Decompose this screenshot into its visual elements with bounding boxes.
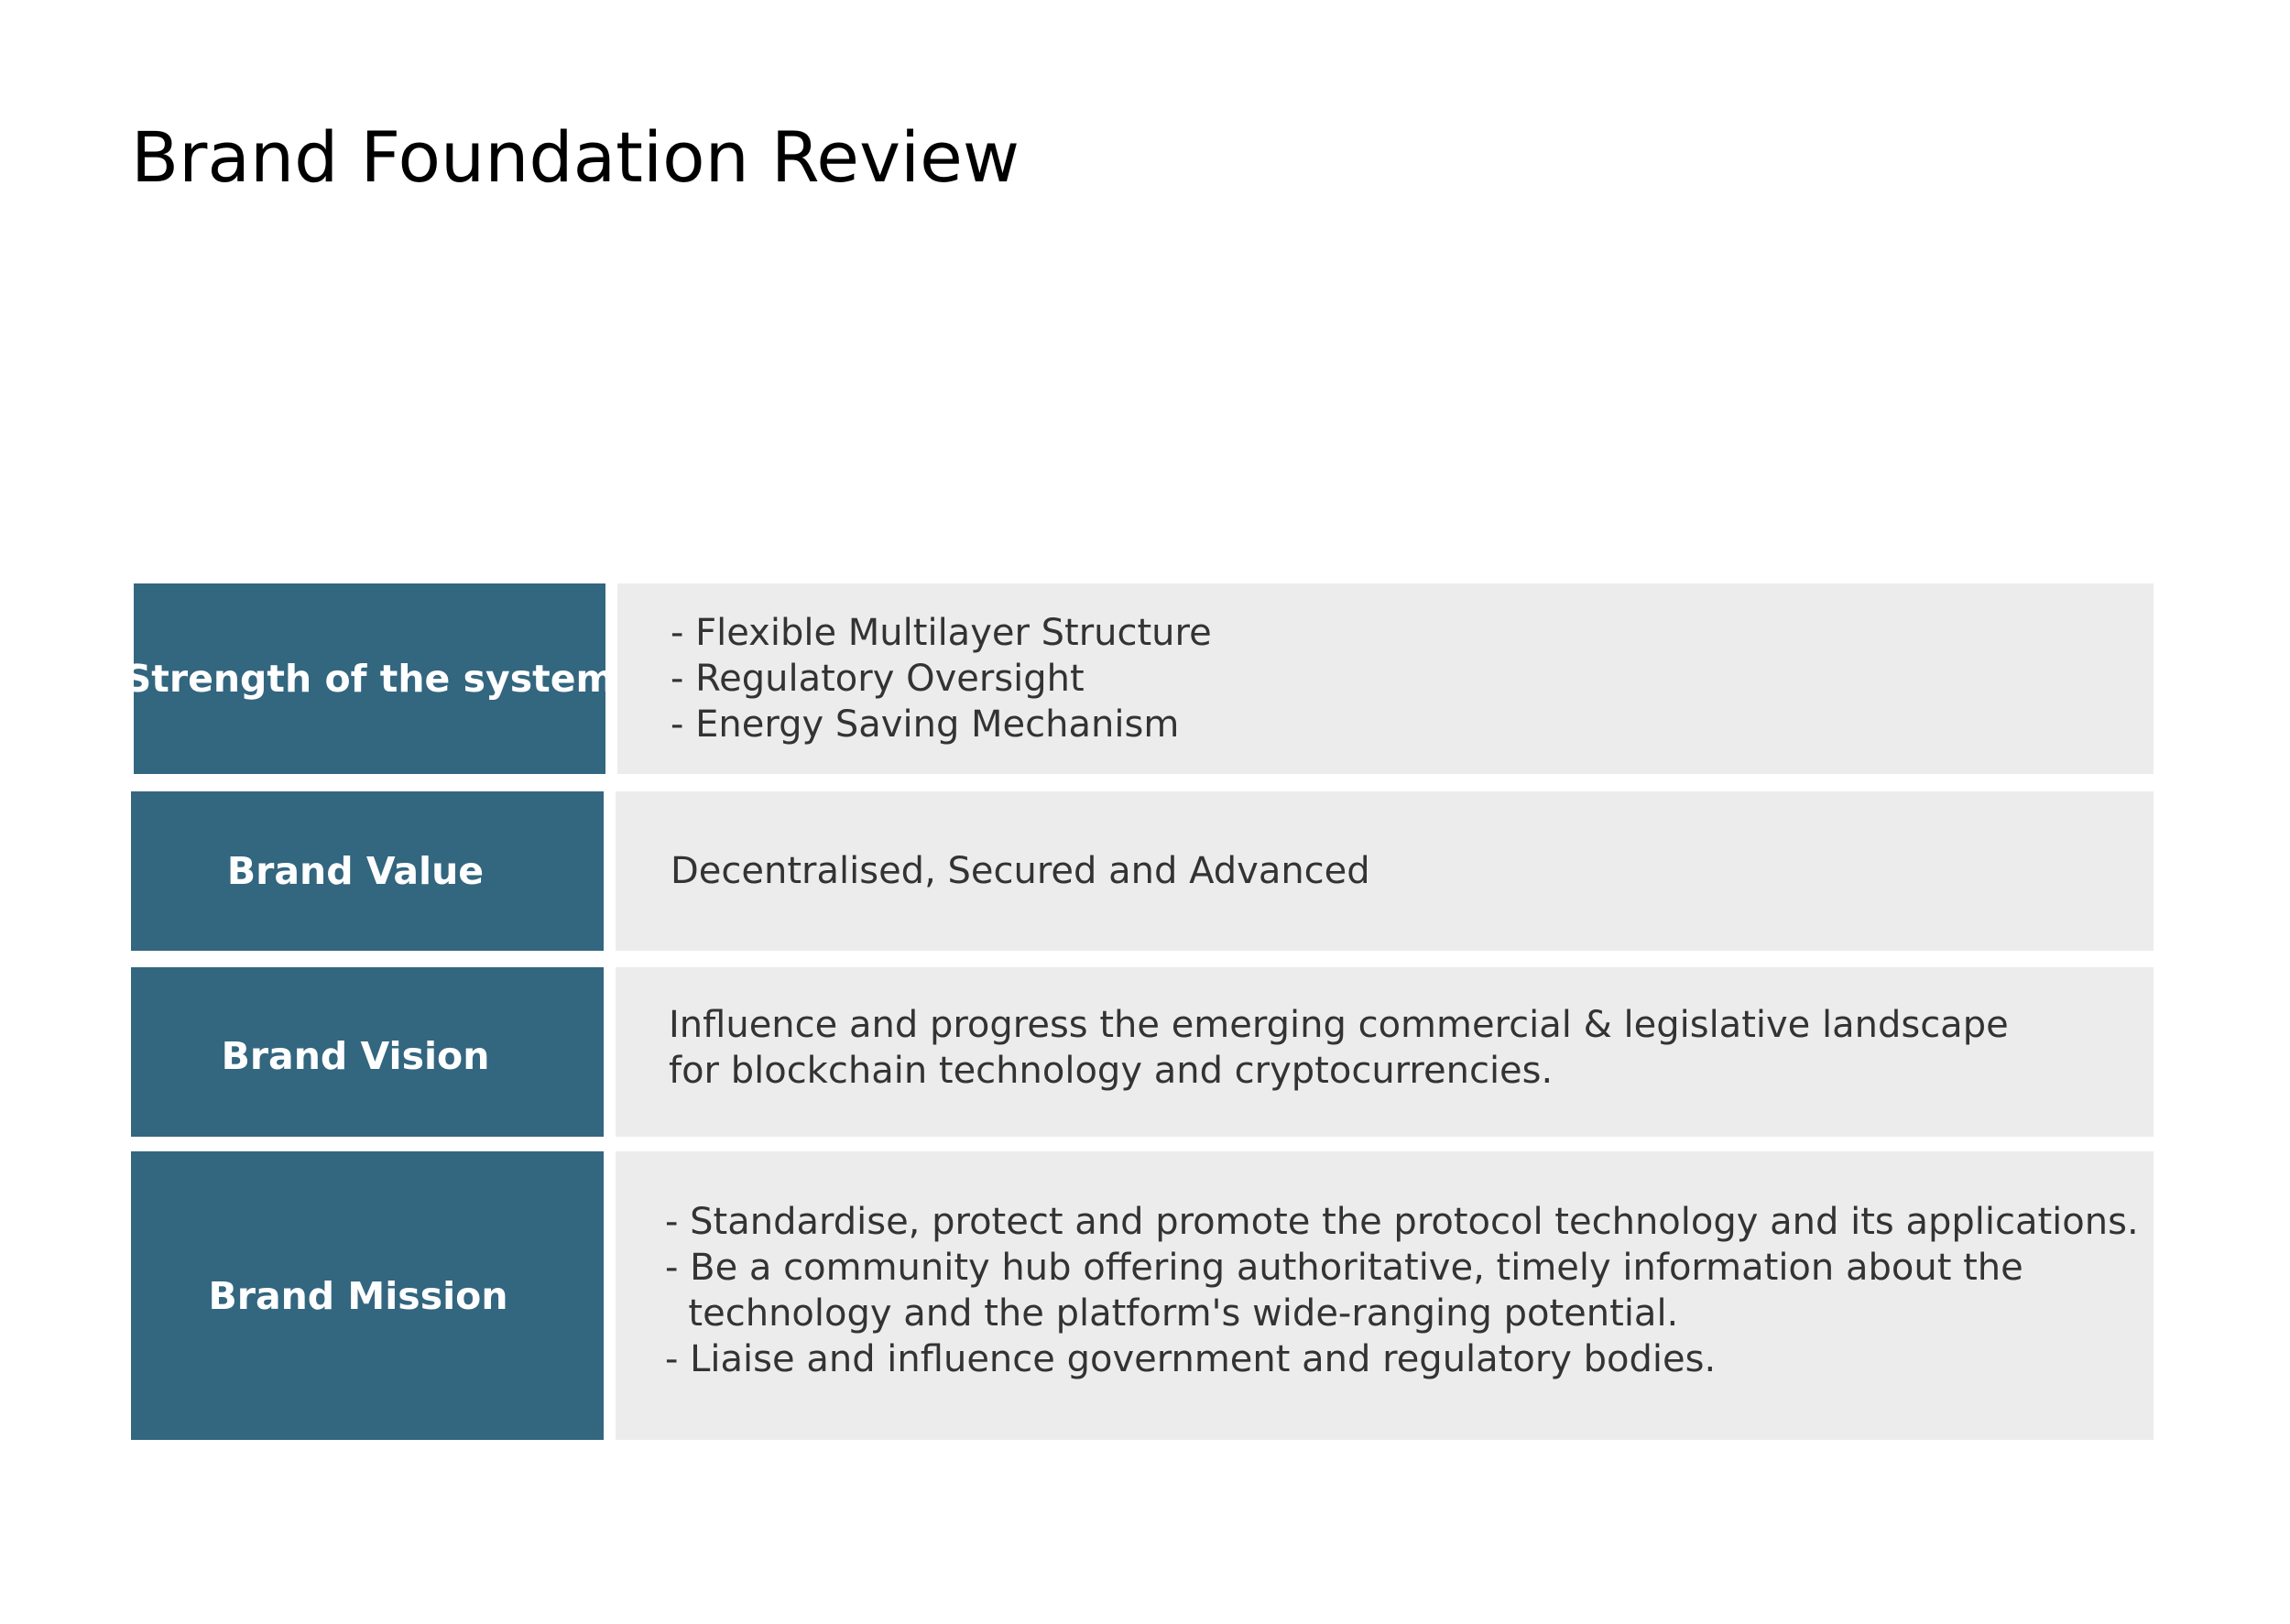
row-content-brand-value (616, 791, 2154, 951)
content-line: - Liaise and influence government and regulatory bodies. (665, 1337, 1717, 1380)
row-label-brand-value: Brand Value (131, 791, 604, 951)
row-label-brand-mission: Brand Mission (131, 1151, 604, 1440)
content-line: for blockchain technology and cryptocurrencies. (669, 1049, 1554, 1092)
content-line: - Standardise, protect and promote the protocol technology and its applications. (665, 1200, 2139, 1243)
row-content-strength (617, 583, 2154, 774)
content-line: - Flexible Multilayer Structure (671, 612, 1212, 654)
content-line: - Regulatory Oversight (671, 658, 1085, 700)
row-label-brand-vision: Brand Vision (131, 967, 604, 1137)
content-line: Decentralised, Secured and Advanced (671, 850, 1370, 892)
content-line: - Be a community hub offering authoritative, timely information about the (665, 1246, 2023, 1289)
content-line: Influence and progress the emerging commercial & legislative landscape (669, 1003, 2009, 1046)
slide-title: Brand Foundation Review (131, 116, 1020, 198)
content-line: - Energy Saving Mechanism (671, 703, 1180, 746)
row-content-brand-vision (616, 967, 2154, 1137)
row-content-brand-mission (616, 1151, 2154, 1440)
row-label-strength: Strength of the system (134, 583, 605, 774)
content-line: technology and the platform's wide-ranging potential. (665, 1292, 1679, 1335)
